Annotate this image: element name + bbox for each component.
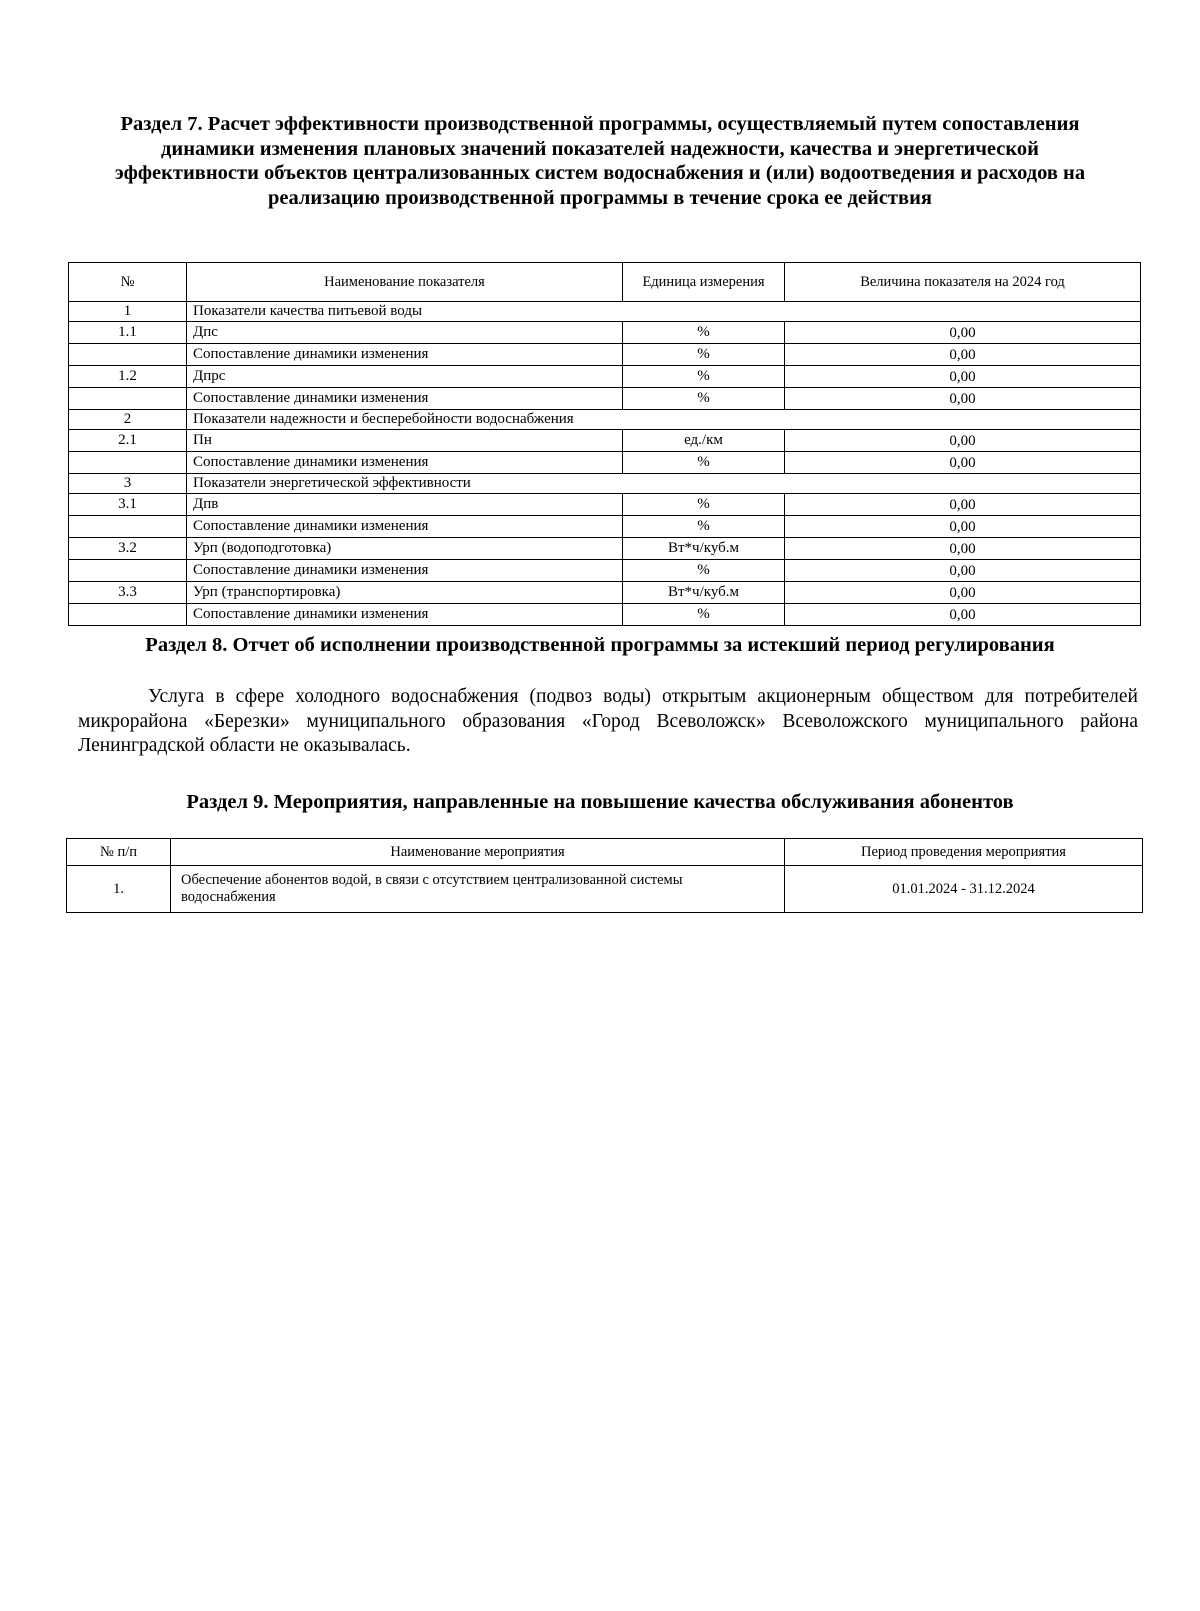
cell-num <box>69 344 187 366</box>
table-header-row <box>69 263 1141 302</box>
table-section-row <box>69 474 1141 494</box>
section-7-table <box>68 262 1141 626</box>
header-value: Величина показателя на 2024 год <box>785 263 1141 302</box>
cell-num: 1.2 <box>69 366 187 388</box>
cell-num <box>69 388 187 410</box>
cell-name: Дпв <box>187 494 623 516</box>
table-row <box>69 344 1141 366</box>
cell-num: 3 <box>69 474 187 494</box>
cell-value: 0,00 <box>785 582 1141 604</box>
cell-name: Дпс <box>187 322 623 344</box>
cell-num: 1 <box>69 302 187 322</box>
cell-unit: % <box>623 388 785 410</box>
table-section-row <box>69 410 1141 430</box>
table-row <box>69 322 1141 344</box>
cell-name: Сопоставление динамики изменения <box>187 560 623 582</box>
cell-unit: % <box>623 344 785 366</box>
cell-name: Сопоставление динамики изменения <box>187 604 623 626</box>
table-section-row <box>69 302 1141 322</box>
section-8-text: Услуга в сфере холодного водоснабжения (подвоз воды) открытым акционерным обществом для потребителей микрорайона «Березки» муниципального образования «Город Всеволожск» Всеволожского муниципального района Ленинградской области не оказывалась. <box>78 686 1138 756</box>
table-row <box>69 366 1141 388</box>
cell-value: 0,00 <box>785 452 1141 474</box>
cell-name: Сопоставление динамики изменения <box>187 344 623 366</box>
cell-name: Урп (транспортировка) <box>187 582 623 604</box>
cell-unit: Вт*ч/куб.м <box>623 538 785 560</box>
cell-unit: % <box>623 494 785 516</box>
table-header-row <box>67 839 1143 866</box>
cell-num: 2 <box>69 410 187 430</box>
cell-unit: % <box>623 322 785 344</box>
section-7-table-body <box>69 302 1141 626</box>
header-num: № <box>69 263 187 302</box>
cell-value: 0,00 <box>785 516 1141 538</box>
table-row <box>69 430 1141 452</box>
cell-value: 0,00 <box>785 388 1141 410</box>
table-row <box>67 866 1143 913</box>
cell-num: 2.1 <box>69 430 187 452</box>
cell-num <box>69 604 187 626</box>
table-row <box>69 560 1141 582</box>
cell-name: Сопоставление динамики изменения <box>187 388 623 410</box>
cell-name: Сопоставление динамики изменения <box>187 516 623 538</box>
header-num: № п/п <box>67 839 171 866</box>
cell-value: 0,00 <box>785 538 1141 560</box>
table-row <box>69 452 1141 474</box>
cell-unit: ед./км <box>623 430 785 452</box>
table-row <box>69 516 1141 538</box>
header-name: Наименование показателя <box>187 263 623 302</box>
cell-num: 3.1 <box>69 494 187 516</box>
header-name: Наименование мероприятия <box>171 839 785 866</box>
cell-unit: % <box>623 452 785 474</box>
cell-value: 0,00 <box>785 322 1141 344</box>
cell-num <box>69 452 187 474</box>
cell-unit: % <box>623 366 785 388</box>
header-unit: Единица измерения <box>623 263 785 302</box>
section-8-title: Раздел 8. Отчет об исполнении производственной программы за истекший период регулирования <box>145 634 1055 656</box>
cell-value: 0,00 <box>785 366 1141 388</box>
section-9-table <box>66 838 1143 913</box>
section-9-table-body <box>67 866 1143 913</box>
cell-value: 0,00 <box>785 604 1141 626</box>
cell-num: 3.3 <box>69 582 187 604</box>
cell-unit: % <box>623 516 785 538</box>
cell-unit: Вт*ч/куб.м <box>623 582 785 604</box>
table-row <box>69 604 1141 626</box>
cell-num <box>69 560 187 582</box>
cell-name: Сопоставление динамики изменения <box>187 452 623 474</box>
header-period: Период проведения мероприятия <box>785 839 1143 866</box>
table-row <box>69 494 1141 516</box>
cell-value: 0,00 <box>785 430 1141 452</box>
cell-num: 1.1 <box>69 322 187 344</box>
cell-num: 3.2 <box>69 538 187 560</box>
cell-value: 0,00 <box>785 344 1141 366</box>
table-row <box>69 538 1141 560</box>
cell-num: 1. <box>67 866 171 913</box>
cell-section-name: Показатели энергетической эффективности <box>187 474 1141 494</box>
cell-unit: % <box>623 560 785 582</box>
cell-name: Урп (водоподготовка) <box>187 538 623 560</box>
cell-name: Пн <box>187 430 623 452</box>
cell-num <box>69 516 187 538</box>
cell-name: Обеспечение абонентов водой, в связи с отсутствием централизованной системы водоснабжения <box>171 866 785 913</box>
cell-value: 0,00 <box>785 494 1141 516</box>
table-row <box>69 388 1141 410</box>
section-7-title: Раздел 7. Расчет эффективности производственной программы, осуществляемый путем сопоставления динамики изменения плановых значений показателей надежности, качества и энергетической эффективности объектов централизованных систем водоснабжения и (или) водоотведения и расходов на реализацию производственной программы в течение срока ее действия <box>114 113 1086 209</box>
section-9-title: Раздел 9. Мероприятия, направленные на повышение качества обслуживания абонентов <box>186 791 1014 813</box>
cell-section-name: Показатели надежности и бесперебойности водоснабжения <box>187 410 1141 430</box>
cell-unit: % <box>623 604 785 626</box>
table-row <box>69 582 1141 604</box>
cell-period: 01.01.2024 - 31.12.2024 <box>785 866 1143 913</box>
cell-section-name: Показатели качества питьевой воды <box>187 302 1141 322</box>
cell-value: 0,00 <box>785 560 1141 582</box>
cell-name: Дпрс <box>187 366 623 388</box>
